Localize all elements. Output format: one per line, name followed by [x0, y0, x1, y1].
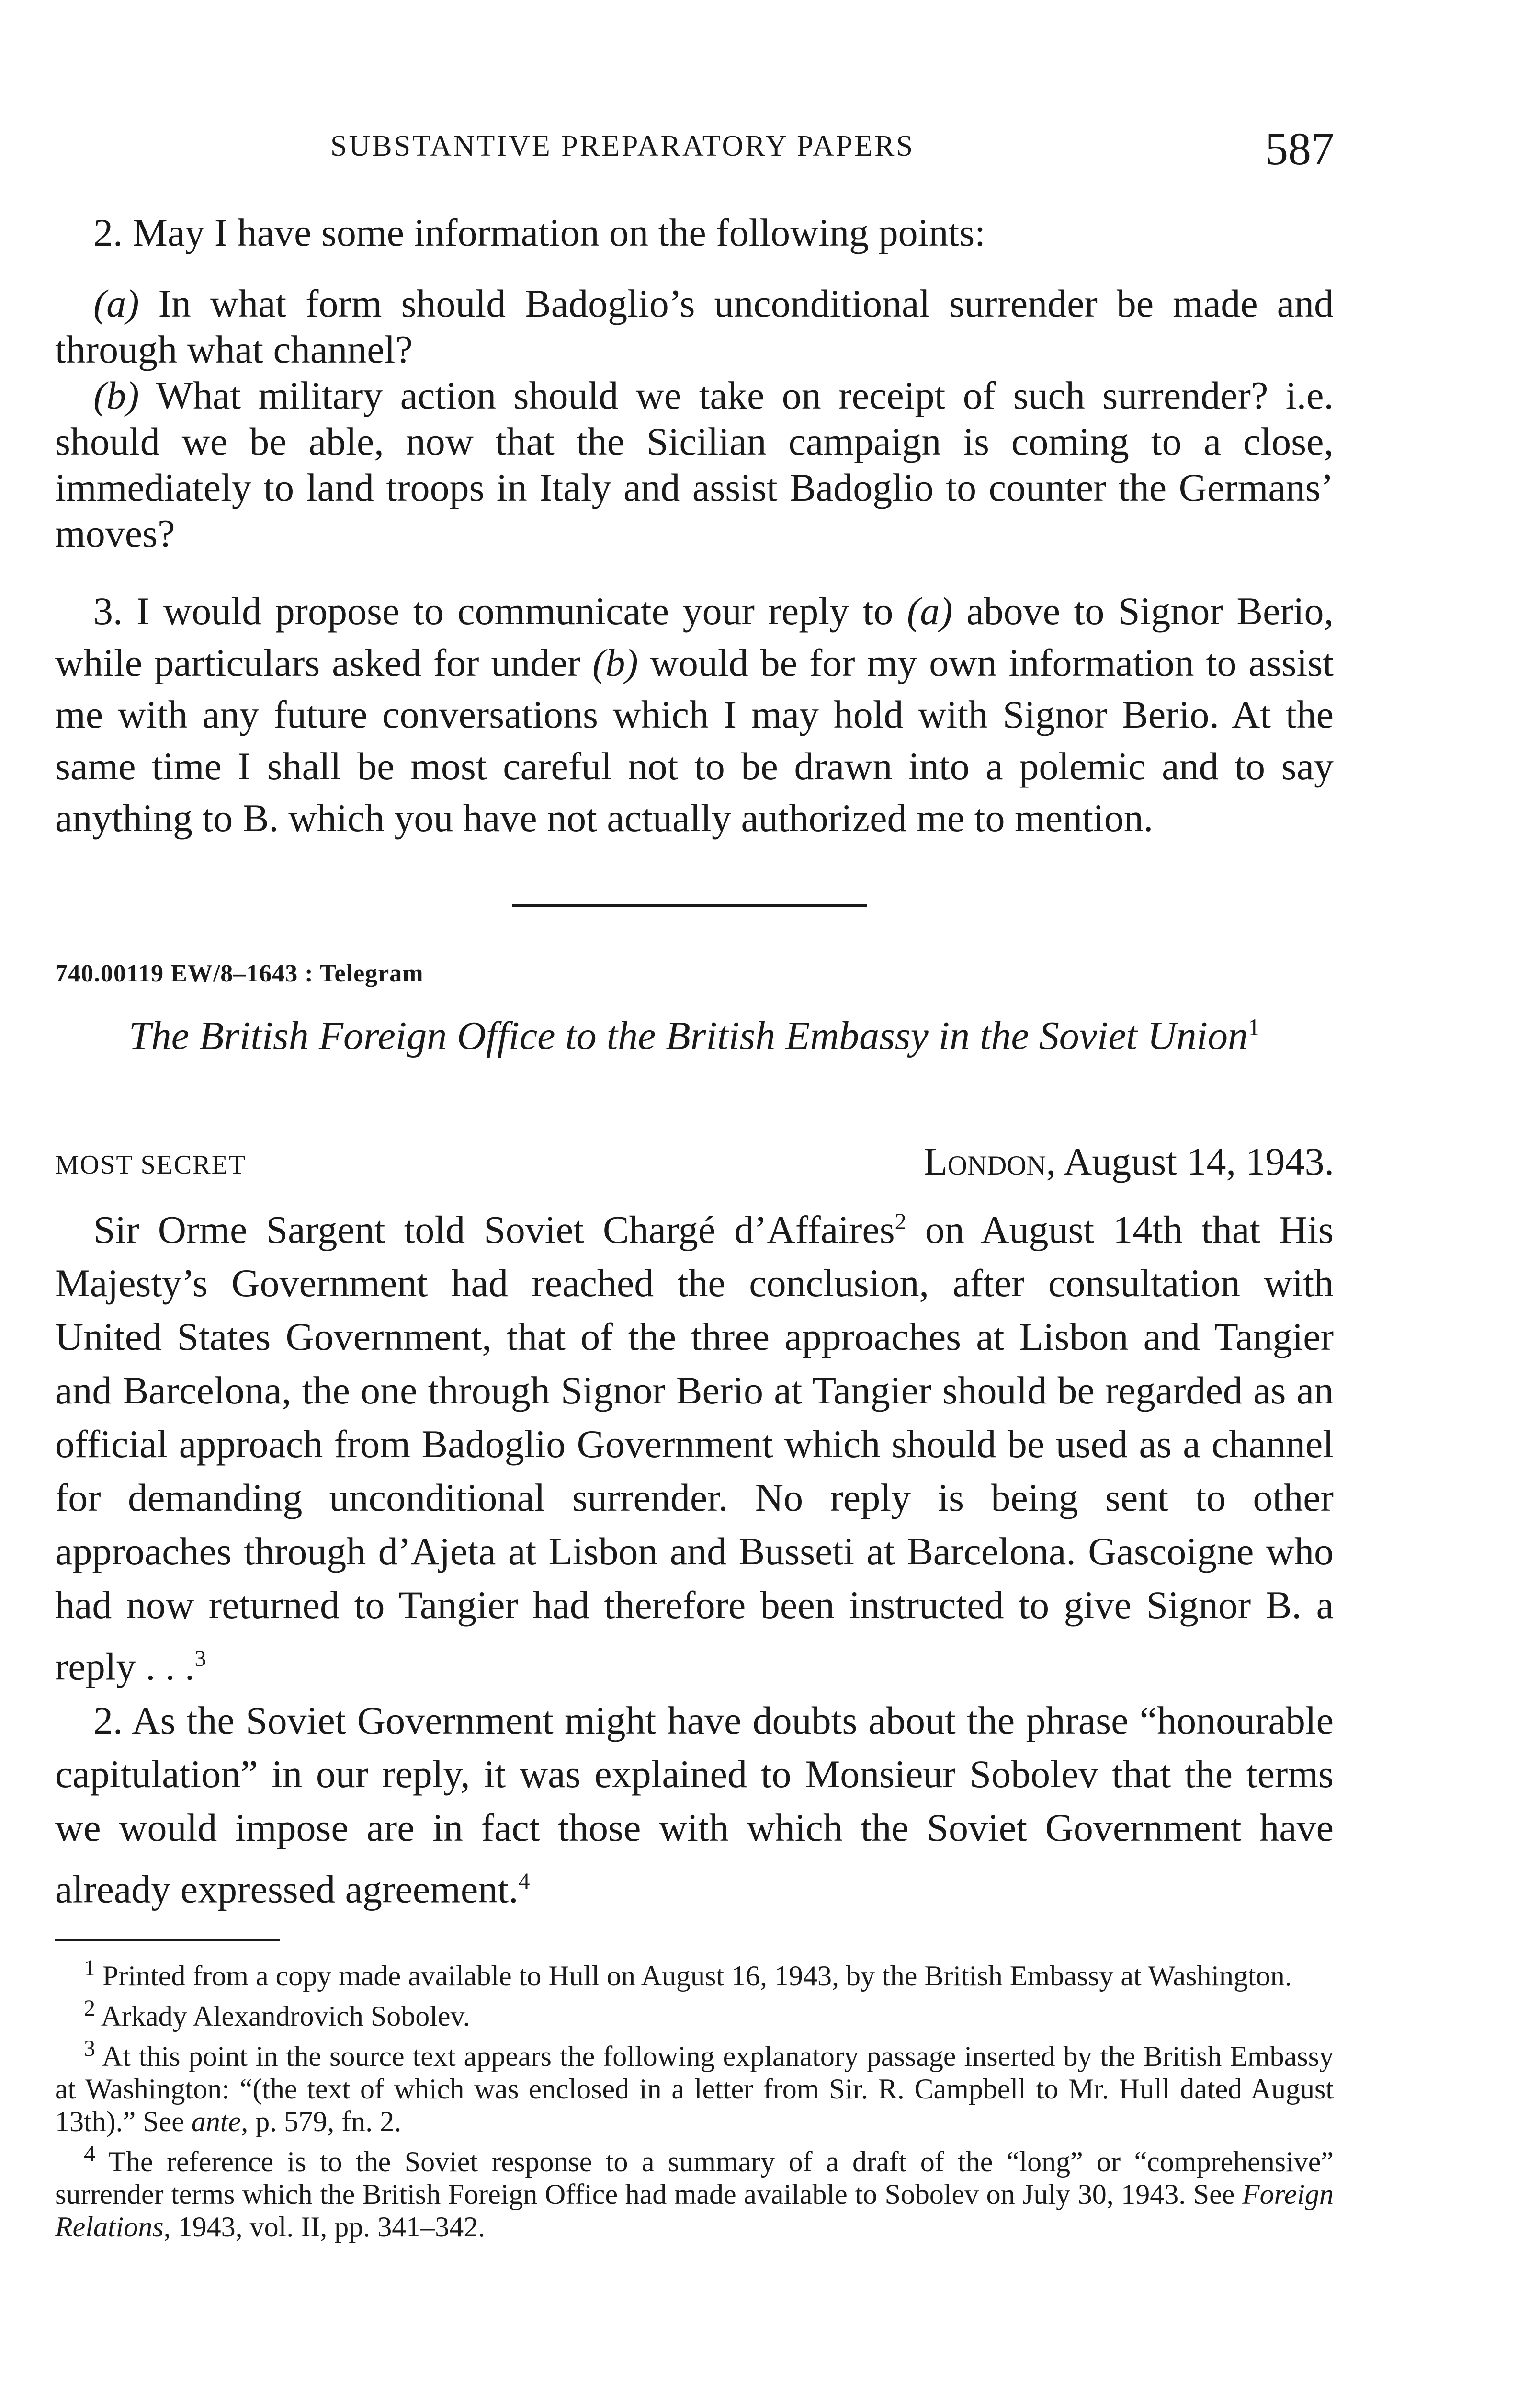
file-reference: 740.00119 EW/8–1643 : Telegram: [55, 960, 424, 987]
footnote-3-num: 3: [84, 2036, 95, 2061]
footnote-4: [55, 2138, 1334, 2243]
point-b: [55, 373, 1334, 557]
footnote-3-text-b: , p. 579, fn. 2.: [241, 2106, 402, 2137]
running-head: SUBSTANTIVE PREPARATORY PAPERS: [330, 130, 915, 162]
footnote-1-num: 1: [84, 1955, 95, 1981]
para3-part2: above to Signor Berio, while particulars asked for under: [55, 589, 1334, 684]
footnote-4-foreign-relations: Foreign Relations: [55, 2178, 1334, 2243]
footnote-ref-3: 3: [194, 1646, 206, 1672]
body-paragraph-1: [55, 1195, 1334, 1694]
paragraph-2-intro: 2. May I have some information on the following points:: [93, 211, 985, 254]
footnote-4-num: 4: [84, 2141, 95, 2167]
point-a-label: (a): [93, 282, 139, 325]
point-b-label: (b): [93, 374, 139, 417]
footnote-3-text-a: At this point in the source text appears the following explanatory passage inserted by the British Embassy at Washington: “(the text of which was enclosed in a letter from Sir. R. Campbell to Mr. Hull dated August 13th).” See: [55, 2041, 1334, 2137]
para1-a: Sir Orme Sargent told Soviet Chargé d’Affaires: [93, 1208, 895, 1252]
classification: MOST SECRET: [55, 1150, 247, 1180]
footnote-4-text-b: , 1943, vol.: [163, 2211, 301, 2243]
body-paragraph-2: [55, 1694, 1334, 1916]
dateline: [924, 1139, 1334, 1184]
footnote-ref-2: 2: [895, 1209, 906, 1234]
footnote-4-text-a: The reference is to the Soviet response to a summary of a draft of the “long” or “comprehensive” surrender terms which the British Foreign Office had made available to Sobolev on July 30, 1943. See: [55, 2146, 1334, 2210]
footnote-ref-4: 4: [518, 1868, 530, 1894]
para1-b: on August 14th that His Majesty’s Government had reached the conclusion, after consultation with United States Government, that of the three approaches at Lisbon and Tangier and Barcelona, the one through Signor Berio at Tangier should be regarded as an official approach from Badoglio Government which should be used as a channel for demanding unconditional surrender. No reply is being sent to other approaches through d’Ajeta at Lisbon and Busseti at Barcelona. Gascoigne who had now returned to Tangier had therefore been instructed to give Signor B. a reply . . .: [55, 1208, 1334, 1688]
page-number: 587: [1265, 123, 1334, 174]
footnotes: [55, 1952, 1334, 2243]
preceding-document-body: [55, 206, 1334, 844]
point-a-text: In what form should Badoglio’s unconditional surrender be made and through what channel?: [55, 282, 1334, 371]
footnote-1: [55, 1952, 1334, 1992]
para3-part3: would be for my own information to assist me with any future conversations which I may hold with Signor Berio. At the same time I shall be most careful not to be drawn into a polemic and to say anything to B. which you have not actually authorized me to mention.: [55, 641, 1334, 840]
document-body: [55, 1195, 1334, 1916]
point-a: [55, 281, 1334, 373]
dateline-city: London: [923, 1140, 1046, 1183]
footnote-rule: [55, 1939, 280, 1941]
footnote-1-text: Printed from a copy made available to Hull on August 16, 1943, by the British Embassy at Washington.: [102, 1960, 1292, 1992]
document-title: [55, 1001, 1334, 1062]
footnote-4-text-c: , pp. 341–342.: [320, 2211, 486, 2243]
point-b-text: What military action should we take on receipt of such surrender? i.e. should we be able, now that the Sicilian campaign is coming to a close, immediately to land troops in Italy and assist Badoglio to counter the Germans’ moves?: [55, 374, 1334, 555]
footnote-2-num: 2: [84, 1996, 95, 2021]
para3-b: (b): [592, 641, 638, 684]
document-title-text: The British Foreign Office to the British Embassy in the Soviet Union: [129, 1014, 1248, 1058]
footnote-4-vol: II: [301, 2211, 320, 2243]
para2-text: 2. As the Soviet Government might have doubts about the phrase “honourable capitulation” in our reply, it was explained to Monsieur Sobolev that the terms we would impose are in fact those with which the Soviet Government have already expressed agreement.: [55, 1698, 1334, 1911]
section-divider: [512, 904, 867, 907]
footnote-2-text: Arkady Alexandrovich Sobolev.: [101, 2000, 470, 2032]
dateline-date: , August 14, 1943.: [1046, 1140, 1334, 1183]
footnote-3: [55, 2032, 1334, 2138]
paragraph-3: [55, 585, 1334, 844]
footnote-2: [55, 1992, 1334, 2032]
title-footnote-ref: 1: [1247, 1014, 1260, 1040]
para3-a: (a): [906, 589, 953, 633]
para3-part1: 3. I would propose to communicate your reply to: [93, 589, 907, 633]
footnote-3-ante: ante: [191, 2106, 241, 2137]
